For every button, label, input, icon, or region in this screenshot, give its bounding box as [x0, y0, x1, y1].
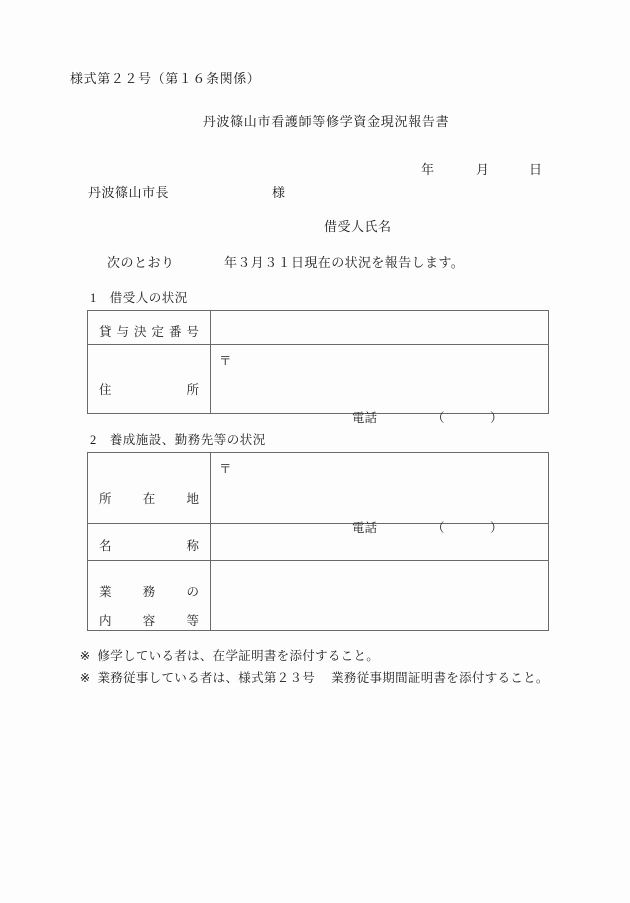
- institution-name-input-cell[interactable]: [211, 524, 549, 561]
- label-char: 決: [133, 325, 147, 339]
- location-label-cell: [88, 453, 211, 524]
- label-char: 所: [186, 383, 199, 397]
- statement-body: 年３月３１日現在の状況を報告します。: [224, 255, 465, 270]
- duties-label-line-2: [99, 611, 199, 629]
- label-char: 定: [151, 325, 164, 339]
- date-line: [408, 150, 542, 189]
- note-item: [66, 659, 549, 697]
- note-mark-icon: ※: [79, 648, 91, 663]
- phone-paren-open: （: [432, 411, 445, 425]
- note-mark-icon: ※: [79, 670, 91, 685]
- duties-input-cell[interactable]: [211, 561, 549, 631]
- label-char: 番: [168, 325, 182, 339]
- loan-decision-number-input-cell[interactable]: [211, 311, 549, 345]
- table-row: [88, 345, 549, 414]
- form-number: 様式第２２号（第１６条関係）: [70, 71, 261, 86]
- addressee-honorific: 様: [272, 185, 286, 200]
- addressee-name: 丹波篠山市長: [88, 185, 170, 200]
- page-title: 丹波篠山市看護師等修学資金現況報告書: [202, 114, 450, 129]
- phone-paren-close: ）: [490, 411, 503, 425]
- label-char: 号: [186, 325, 199, 339]
- institution-status-table: [87, 452, 549, 631]
- label-char: 名: [99, 539, 112, 553]
- phone-label: 電話: [352, 411, 378, 425]
- duties-label-cell: [88, 561, 211, 631]
- statement-lead: 次のとおり: [107, 255, 175, 270]
- postal-code-icon: 〒: [219, 354, 232, 368]
- label-char: の: [186, 585, 199, 599]
- institution-name-label: [99, 536, 199, 554]
- duties-label: [99, 582, 199, 629]
- section-2-heading: 2 養成施設、勤務先等の状況: [90, 433, 266, 447]
- table-row: [88, 524, 549, 561]
- label-char: 地: [186, 492, 199, 506]
- table-row: [88, 453, 549, 524]
- phone-paren-close: ）: [490, 521, 503, 535]
- loan-decision-number-label: [99, 322, 199, 340]
- address-label: [99, 380, 199, 398]
- postal-code-icon: 〒: [219, 462, 232, 476]
- location-label: [99, 489, 199, 507]
- duties-label-line-1: [99, 582, 199, 600]
- table-row: [88, 311, 549, 345]
- phone-label: 電話: [352, 521, 378, 535]
- table-row: [88, 561, 549, 631]
- label-char: 務: [142, 585, 156, 599]
- label-char: 業: [99, 585, 112, 599]
- label-char: 内: [99, 614, 112, 628]
- label-char: 住: [99, 383, 112, 397]
- loan-decision-number-label-cell: [88, 311, 211, 345]
- institution-name-label-cell: [88, 524, 211, 561]
- label-char: 貸: [99, 325, 112, 339]
- label-char: 等: [186, 614, 199, 628]
- date-month-label: 月: [476, 162, 490, 177]
- borrower-status-table: [87, 310, 549, 425]
- borrower-name-label: 借受人氏名: [324, 219, 392, 234]
- note-text-after: 業務従事期間証明書を添付すること。: [331, 670, 549, 685]
- date-year-label: 年: [421, 162, 435, 177]
- label-char: 所: [99, 492, 112, 506]
- note-text: 修学している者は、在学証明書を添付すること。: [97, 648, 380, 663]
- date-day-label: 日: [529, 162, 543, 177]
- label-char: 称: [186, 539, 199, 553]
- label-char: 容: [142, 614, 156, 628]
- phone-paren-open: （: [432, 521, 445, 535]
- label-char: 与: [116, 325, 129, 339]
- label-char: 在: [142, 492, 156, 506]
- address-input-cell[interactable]: [211, 345, 549, 425]
- location-input-cell[interactable]: [211, 453, 549, 535]
- address-label-cell: [88, 345, 211, 414]
- note-text-before: 業務従事している者は、様式第２３号: [97, 670, 316, 685]
- section-1-heading: 1 借受人の状況: [90, 291, 188, 305]
